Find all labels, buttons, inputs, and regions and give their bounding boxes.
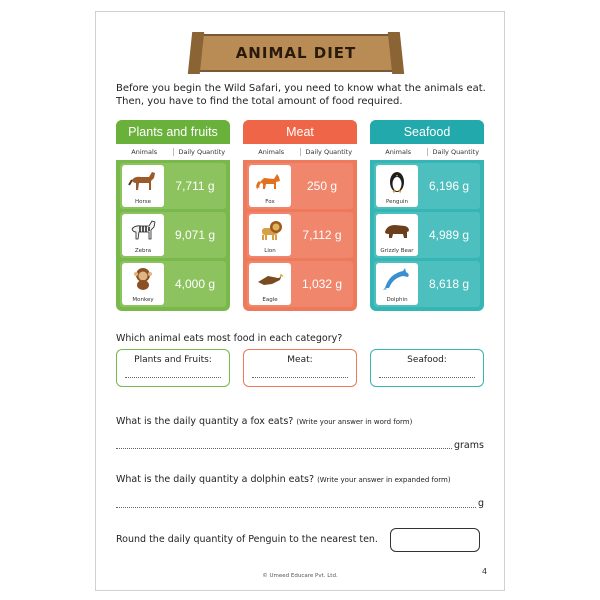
fox-icon [254, 168, 286, 194]
animal-name: Dolphin [386, 297, 408, 303]
col-animals: Animals [258, 148, 285, 156]
answer-label: Seafood: [407, 355, 447, 365]
animal-name: Penguin [386, 199, 408, 205]
question-hint: (Write your answer in word form) [296, 418, 413, 426]
animal-name: Zebra [134, 248, 152, 254]
category-title: Plants and fruits [116, 120, 230, 144]
animal-row [120, 261, 226, 307]
monkey-icon [127, 266, 159, 292]
animal-picture [249, 214, 291, 256]
unit-label: g [478, 498, 485, 509]
animal-picture [249, 165, 291, 207]
column-headers [116, 144, 230, 160]
animal-name: Horse [134, 199, 151, 205]
page-number: 4 [482, 567, 488, 576]
answer-line [379, 377, 475, 378]
column-headers [370, 144, 484, 160]
question-3 [116, 474, 451, 485]
zebra-icon [127, 217, 159, 243]
category-title: Seafood [370, 120, 484, 144]
intro-line-2: Then, you have to find the total amount of food required. [116, 96, 403, 107]
daily-quantity: 9,071 g [174, 228, 216, 242]
col-daily-quantity: Daily Quantity [300, 148, 358, 156]
question-2 [116, 416, 412, 427]
intro-text [116, 82, 486, 108]
answer-box-plants[interactable] [116, 349, 230, 387]
animal-row [247, 261, 353, 307]
animal-row [120, 163, 226, 209]
animal-name: Lion [264, 248, 276, 254]
answer-line [125, 377, 221, 378]
daily-quantity: 250 g [306, 179, 338, 193]
animal-picture [376, 263, 418, 305]
col-daily-quantity: Daily Quantity [427, 148, 485, 156]
horse-icon [127, 168, 159, 194]
animal-row [247, 163, 353, 209]
daily-quantity: 1,032 g [301, 277, 343, 291]
intro-line-1: Before you begin the Wild Safari, you need to know what the animals eat. [116, 83, 486, 94]
animal-row [374, 163, 480, 209]
animal-row [120, 212, 226, 258]
copyright-footer: © Umeed Educare Pvt. Ltd. [262, 573, 338, 579]
daily-quantity: 4,000 g [174, 277, 216, 291]
col-daily-quantity: Daily Quantity [173, 148, 231, 156]
animal-name: Monkey [132, 297, 154, 303]
daily-quantity: 7,112 g [302, 228, 342, 242]
question-text: What is the daily quantity a fox eats? [116, 416, 294, 427]
animal-picture [376, 165, 418, 207]
animal-picture [376, 214, 418, 256]
animal-name: Grizzly Bear [380, 248, 414, 254]
animal-picture [122, 214, 164, 256]
animal-picture [122, 165, 164, 207]
animal-name: Eagle [262, 297, 278, 303]
animal-picture [122, 263, 164, 305]
animal-row [374, 261, 480, 307]
animal-name: Fox [265, 199, 275, 205]
answer-line-fox[interactable] [116, 448, 452, 449]
dolphin-icon [381, 266, 413, 292]
answer-line-dolphin[interactable] [116, 507, 476, 508]
question-1: Which animal eats most food in each category? [116, 333, 343, 344]
question-4: Round the daily quantity of Penguin to the nearest ten. [116, 534, 378, 545]
daily-quantity: 8,618 g [428, 277, 470, 291]
category-title: Meat [243, 120, 357, 144]
page-title: ANIMAL DIET [235, 44, 357, 62]
worksheet-page [96, 12, 504, 590]
answer-box-seafood[interactable] [370, 349, 484, 387]
question-text: What is the daily quantity a dolphin eats? [116, 474, 315, 485]
title-banner [196, 34, 396, 72]
answer-box-meat[interactable] [243, 349, 357, 387]
animal-picture [249, 263, 291, 305]
category-card-plants [116, 120, 230, 311]
unit-label: grams [454, 440, 484, 451]
penguin-icon [381, 168, 413, 194]
daily-quantity: 6,196 g [428, 179, 470, 193]
grizzly-bear-icon [381, 217, 413, 243]
eagle-icon [254, 266, 286, 292]
animal-row [247, 212, 353, 258]
category-card-seafood [370, 120, 484, 311]
column-headers [243, 144, 357, 160]
question-hint: (Write your answer in expanded form) [317, 476, 451, 484]
col-animals: Animals [385, 148, 412, 156]
daily-quantity: 4,989 g [428, 228, 470, 242]
answer-label: Meat: [287, 355, 313, 365]
answer-label: Plants and Fruits: [134, 355, 212, 365]
animal-row [374, 212, 480, 258]
category-card-meat [243, 120, 357, 311]
lion-icon [254, 217, 286, 243]
daily-quantity: 7,711 g [175, 179, 215, 193]
answer-line [252, 377, 348, 378]
col-animals: Animals [131, 148, 158, 156]
answer-box-penguin[interactable] [390, 528, 480, 552]
